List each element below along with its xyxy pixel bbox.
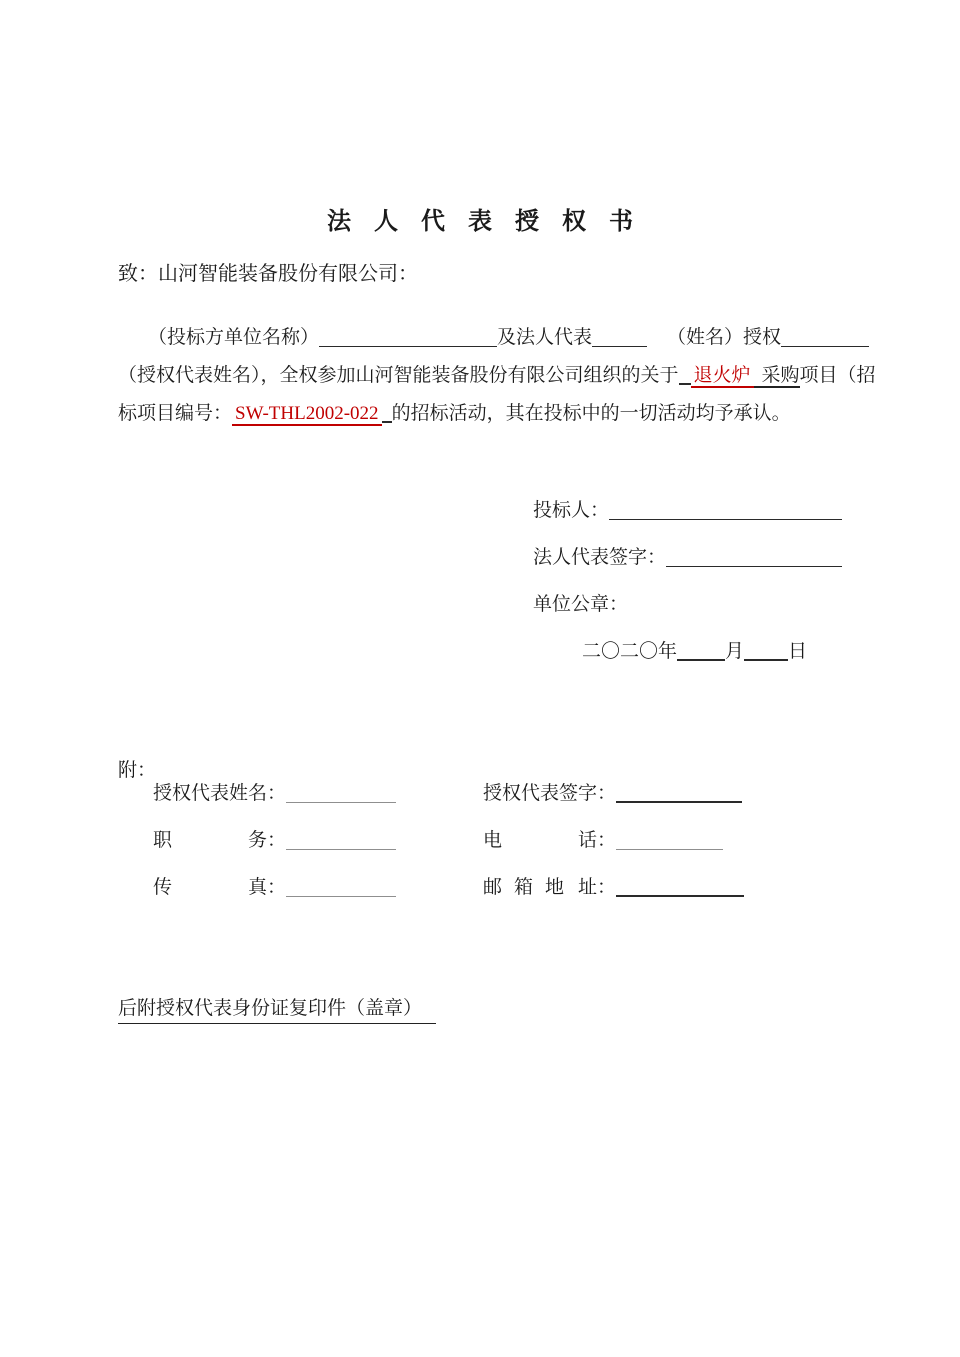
date-day-text: 日 — [788, 641, 808, 662]
email-cell — [483, 875, 744, 922]
line3-post-text: 的招标活动，其在投标中的一切活动均予承认。 — [391, 403, 791, 424]
rep-name-label: 授权代表姓名： — [153, 783, 287, 804]
footer-note: 后附授权代表身份证复印件（盖章） — [118, 993, 436, 1024]
bidder-blank-line — [609, 500, 842, 520]
post-code-blank — [382, 402, 392, 423]
paragraph-line-3 — [118, 395, 888, 433]
unit-name-blank-line — [319, 327, 497, 347]
project-name-highlight: 退火炉 — [691, 365, 754, 388]
name-authorize-text: （姓名）授权 — [667, 327, 782, 348]
signature-block — [533, 498, 842, 686]
phone-label — [483, 828, 616, 854]
job-title-label-first: 职 — [153, 830, 173, 851]
email-label-first: 邮箱地 — [483, 877, 577, 898]
and-legal-rep-text: 及法人代表 — [497, 327, 593, 348]
bidder-label: 投标人： — [533, 500, 610, 521]
attachment-row-name-sign — [153, 781, 833, 828]
salutation-line: 致：山河智能装备股份有限公司： — [118, 263, 418, 285]
unit-name-label: （投标方单位名称） — [148, 327, 320, 348]
line3-pre-text: 标项目编号： — [118, 403, 233, 424]
attachment-row-job-phone — [153, 828, 833, 875]
rep-sign-blank-line — [616, 782, 742, 803]
day-blank-line — [744, 640, 788, 661]
legal-rep-signature-row — [533, 545, 842, 592]
attachment-heading: 附： — [118, 760, 157, 781]
date-row — [582, 639, 842, 686]
fax-label-last: 真： — [247, 877, 286, 898]
month-blank-line — [677, 640, 725, 661]
fax-blank-line — [286, 877, 396, 897]
rep-name-blank-line — [286, 783, 396, 803]
authorized-name-blank-line — [781, 327, 869, 347]
phone-label-last: 话： — [577, 830, 616, 851]
date-month-text: 月 — [725, 641, 745, 662]
company-seal-label: 单位公章： — [533, 594, 629, 615]
authorization-paragraph — [118, 319, 888, 433]
document-title: 法人代表授权书 — [327, 208, 656, 235]
fax-label-first: 传 — [153, 877, 173, 898]
job-title-blank-line — [286, 830, 396, 850]
job-title-cell — [153, 828, 483, 875]
project-code-highlight: SW-THL2002-022 — [232, 403, 382, 426]
pre-project-blank — [679, 364, 691, 385]
rep-name-cell — [153, 781, 483, 828]
line2-post-text: 项目（招 — [799, 365, 876, 386]
paragraph-line-2 — [118, 357, 888, 395]
job-title-label-last: 务： — [247, 830, 286, 851]
line2-pre-text: （授权代表姓名），全权参加山河智能装备股份有限公司组织的关于 — [118, 365, 679, 386]
fax-label — [153, 875, 286, 901]
procure-underlined-text: 采购 — [754, 365, 800, 388]
phone-cell — [483, 828, 723, 875]
email-blank-line — [616, 876, 744, 897]
rep-sign-cell — [483, 781, 742, 828]
company-seal-row — [533, 592, 842, 639]
job-title-label — [153, 828, 286, 854]
fax-cell — [153, 875, 483, 922]
attachment-grid — [153, 781, 833, 922]
rep-sign-label: 授权代表签字： — [483, 783, 617, 804]
bidder-row — [533, 498, 842, 545]
email-label-last: 址： — [577, 877, 616, 898]
phone-label-first: 电 — [483, 830, 503, 851]
paragraph-line-1 — [118, 319, 888, 357]
legal-rep-sign-blank-line — [666, 547, 842, 567]
date-year-text: 二〇二〇年 — [582, 641, 678, 662]
email-label — [483, 875, 616, 901]
legal-rep-sign-label: 法人代表签字： — [533, 547, 667, 568]
legal-rep-name-blank-line — [592, 327, 647, 347]
phone-blank-line — [616, 830, 723, 850]
attachment-row-fax-email — [153, 875, 833, 922]
